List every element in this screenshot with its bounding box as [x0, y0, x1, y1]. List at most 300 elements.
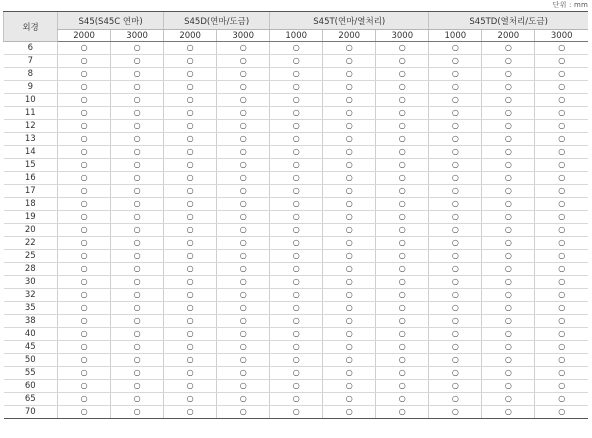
availability-cell	[217, 276, 270, 289]
availability-cell	[429, 354, 482, 367]
availability-cell	[482, 133, 535, 146]
availability-cell	[217, 94, 270, 107]
available-mark: ○	[239, 95, 247, 104]
availability-cell	[429, 133, 482, 146]
available-mark: ○	[239, 134, 247, 143]
available-mark: ○	[451, 407, 459, 416]
available-mark: ○	[398, 238, 406, 247]
available-mark: ○	[558, 225, 566, 234]
availability-cell	[164, 302, 217, 315]
availability-cell	[323, 159, 376, 172]
available-mark: ○	[451, 316, 459, 325]
availability-cell	[482, 55, 535, 68]
availability-cell	[217, 367, 270, 380]
available-mark: ○	[80, 251, 88, 260]
available-mark: ○	[239, 238, 247, 247]
availability-cell	[58, 354, 111, 367]
available-mark: ○	[80, 238, 88, 247]
availability-cell	[270, 81, 323, 94]
available-mark: ○	[186, 186, 194, 195]
available-mark: ○	[239, 394, 247, 403]
available-mark: ○	[398, 381, 406, 390]
diameter-cell: 17	[4, 185, 58, 198]
availability-cell	[323, 120, 376, 133]
available-mark: ○	[239, 316, 247, 325]
available-mark: ○	[398, 264, 406, 273]
availability-cell	[58, 276, 111, 289]
availability-cell	[164, 393, 217, 406]
available-mark: ○	[345, 277, 353, 286]
available-mark: ○	[239, 173, 247, 182]
available-mark: ○	[80, 368, 88, 377]
availability-cell	[535, 263, 588, 276]
availability-cell	[429, 380, 482, 393]
availability-cell	[323, 393, 376, 406]
availability-cell	[376, 81, 429, 94]
availability-cell	[429, 341, 482, 354]
availability-cell	[111, 341, 164, 354]
available-mark: ○	[292, 316, 300, 325]
available-mark: ○	[239, 43, 247, 52]
diameter-cell: 13	[4, 133, 58, 146]
available-mark: ○	[451, 264, 459, 273]
available-mark: ○	[451, 355, 459, 364]
availability-cell	[270, 354, 323, 367]
diameter-cell: 11	[4, 107, 58, 120]
availability-cell	[535, 120, 588, 133]
availability-cell	[164, 224, 217, 237]
availability-cell	[482, 94, 535, 107]
availability-cell	[482, 81, 535, 94]
availability-cell	[535, 94, 588, 107]
available-mark: ○	[133, 290, 141, 299]
available-mark: ○	[451, 251, 459, 260]
availability-cell	[376, 341, 429, 354]
availability-cell	[111, 42, 164, 55]
available-mark: ○	[345, 199, 353, 208]
availability-cell	[535, 367, 588, 380]
available-mark: ○	[345, 251, 353, 260]
table-row	[4, 159, 589, 172]
availability-cell	[217, 224, 270, 237]
available-mark: ○	[398, 290, 406, 299]
available-mark: ○	[504, 290, 512, 299]
availability-cell	[535, 172, 588, 185]
available-mark: ○	[504, 121, 512, 130]
availability-cell	[429, 120, 482, 133]
availability-cell	[58, 367, 111, 380]
available-mark: ○	[504, 394, 512, 403]
availability-cell	[111, 146, 164, 159]
availability-cell	[429, 315, 482, 328]
availability-cell	[482, 393, 535, 406]
availability-cell	[376, 55, 429, 68]
available-mark: ○	[345, 342, 353, 351]
availability-cell	[429, 250, 482, 263]
available-mark: ○	[398, 355, 406, 364]
availability-cell	[376, 250, 429, 263]
available-mark: ○	[558, 95, 566, 104]
available-mark: ○	[239, 251, 247, 260]
availability-cell	[164, 68, 217, 81]
availability-cell	[535, 289, 588, 302]
availability-cell	[429, 289, 482, 302]
availability-cell	[164, 42, 217, 55]
available-mark: ○	[345, 147, 353, 156]
available-mark: ○	[80, 342, 88, 351]
length-header: 2000	[58, 30, 111, 42]
table-row	[4, 328, 589, 341]
diameter-cell: 6	[4, 42, 58, 55]
available-mark: ○	[239, 329, 247, 338]
diameter-cell: 32	[4, 289, 58, 302]
diameter-cell: 28	[4, 263, 58, 276]
availability-cell	[376, 276, 429, 289]
diameter-cell: 12	[4, 120, 58, 133]
available-mark: ○	[186, 368, 194, 377]
availability-cell	[58, 263, 111, 276]
availability-cell	[270, 211, 323, 224]
available-mark: ○	[186, 355, 194, 364]
available-mark: ○	[558, 316, 566, 325]
availability-cell	[58, 406, 111, 419]
available-mark: ○	[80, 43, 88, 52]
diameter-cell: 7	[4, 55, 58, 68]
available-mark: ○	[239, 290, 247, 299]
availability-cell	[323, 211, 376, 224]
diameter-cell: 19	[4, 211, 58, 224]
availability-cell	[58, 42, 111, 55]
availability-cell	[376, 42, 429, 55]
availability-cell	[535, 42, 588, 55]
available-mark: ○	[239, 160, 247, 169]
available-mark: ○	[398, 160, 406, 169]
available-mark: ○	[345, 69, 353, 78]
availability-cell	[217, 237, 270, 250]
available-mark: ○	[133, 303, 141, 312]
availability-cell	[429, 367, 482, 380]
availability-cell	[270, 172, 323, 185]
group-header-s45td: S45TD(열처리/도금)	[429, 12, 588, 30]
available-mark: ○	[292, 43, 300, 52]
availability-cell	[323, 406, 376, 419]
available-mark: ○	[239, 355, 247, 364]
available-mark: ○	[239, 407, 247, 416]
availability-cell	[111, 55, 164, 68]
available-mark: ○	[558, 43, 566, 52]
availability-cell	[429, 94, 482, 107]
available-mark: ○	[133, 186, 141, 195]
available-mark: ○	[504, 95, 512, 104]
availability-cell	[217, 133, 270, 146]
table-row	[4, 250, 589, 263]
availability-cell	[111, 81, 164, 94]
available-mark: ○	[239, 56, 247, 65]
available-mark: ○	[292, 407, 300, 416]
availability-cell	[58, 237, 111, 250]
group-header-s45t: S45T(연마/열처리)	[270, 12, 429, 30]
available-mark: ○	[345, 368, 353, 377]
availability-cell	[429, 328, 482, 341]
available-mark: ○	[504, 160, 512, 169]
available-mark: ○	[186, 251, 194, 260]
availability-cell	[270, 224, 323, 237]
available-mark: ○	[398, 147, 406, 156]
available-mark: ○	[398, 134, 406, 143]
diameter-cell: 30	[4, 276, 58, 289]
availability-cell	[164, 367, 217, 380]
availability-cell	[111, 224, 164, 237]
availability-cell	[111, 120, 164, 133]
available-mark: ○	[504, 69, 512, 78]
availability-cell	[270, 68, 323, 81]
available-mark: ○	[186, 225, 194, 234]
availability-cell	[217, 146, 270, 159]
availability-cell	[429, 198, 482, 211]
availability-cell	[323, 42, 376, 55]
available-mark: ○	[186, 95, 194, 104]
diameter-cell: 15	[4, 159, 58, 172]
available-mark: ○	[451, 277, 459, 286]
diameter-cell: 22	[4, 237, 58, 250]
availability-cell	[535, 198, 588, 211]
availability-cell	[270, 289, 323, 302]
available-mark: ○	[345, 316, 353, 325]
availability-cell	[58, 393, 111, 406]
availability-cell	[164, 55, 217, 68]
available-mark: ○	[558, 121, 566, 130]
available-mark: ○	[80, 225, 88, 234]
diameter-cell: 50	[4, 354, 58, 367]
availability-cell	[58, 328, 111, 341]
available-mark: ○	[504, 173, 512, 182]
available-mark: ○	[133, 225, 141, 234]
availability-cell	[482, 146, 535, 159]
available-mark: ○	[558, 134, 566, 143]
table-body	[4, 42, 589, 419]
available-mark: ○	[292, 277, 300, 286]
availability-cell	[482, 263, 535, 276]
availability-cell	[482, 237, 535, 250]
available-mark: ○	[451, 121, 459, 130]
availability-cell	[270, 120, 323, 133]
available-mark: ○	[239, 82, 247, 91]
available-mark: ○	[558, 251, 566, 260]
available-mark: ○	[133, 316, 141, 325]
available-mark: ○	[292, 82, 300, 91]
available-mark: ○	[80, 329, 88, 338]
available-mark: ○	[398, 95, 406, 104]
availability-cell	[217, 198, 270, 211]
table-row	[4, 276, 589, 289]
available-mark: ○	[345, 355, 353, 364]
availability-cell	[270, 159, 323, 172]
availability-cell	[58, 120, 111, 133]
availability-cell	[482, 406, 535, 419]
available-mark: ○	[292, 108, 300, 117]
diameter-cell: 14	[4, 146, 58, 159]
availability-cell	[323, 328, 376, 341]
table-row	[4, 341, 589, 354]
availability-cell	[535, 159, 588, 172]
available-mark: ○	[186, 329, 194, 338]
available-mark: ○	[292, 342, 300, 351]
availability-cell	[429, 159, 482, 172]
availability-cell	[217, 263, 270, 276]
availability-cell	[323, 68, 376, 81]
availability-cell	[111, 302, 164, 315]
available-mark: ○	[398, 368, 406, 377]
available-mark: ○	[345, 238, 353, 247]
availability-cell	[323, 107, 376, 120]
available-mark: ○	[451, 82, 459, 91]
available-mark: ○	[345, 95, 353, 104]
availability-cell	[270, 94, 323, 107]
available-mark: ○	[80, 264, 88, 273]
availability-cell	[535, 224, 588, 237]
availability-cell	[164, 159, 217, 172]
availability-cell	[111, 328, 164, 341]
availability-cell	[164, 146, 217, 159]
length-header-row	[4, 30, 589, 42]
availability-cell	[323, 81, 376, 94]
available-mark: ○	[80, 355, 88, 364]
available-mark: ○	[186, 381, 194, 390]
available-mark: ○	[398, 199, 406, 208]
availability-cell	[323, 185, 376, 198]
available-mark: ○	[186, 108, 194, 117]
table-row	[4, 55, 589, 68]
available-mark: ○	[186, 264, 194, 273]
group-header-s45d: S45D(연마/도금)	[164, 12, 270, 30]
table-row	[4, 133, 589, 146]
available-mark: ○	[80, 212, 88, 221]
available-mark: ○	[239, 147, 247, 156]
available-mark: ○	[504, 355, 512, 364]
available-mark: ○	[133, 121, 141, 130]
availability-cell	[217, 55, 270, 68]
availability-cell	[270, 185, 323, 198]
available-mark: ○	[80, 381, 88, 390]
available-mark: ○	[558, 108, 566, 117]
availability-cell	[58, 185, 111, 198]
available-mark: ○	[558, 342, 566, 351]
available-mark: ○	[504, 264, 512, 273]
availability-cell	[429, 146, 482, 159]
table-row	[4, 42, 589, 55]
availability-cell	[535, 81, 588, 94]
availability-cell	[270, 146, 323, 159]
available-mark: ○	[451, 368, 459, 377]
diameter-header: 외경	[4, 12, 58, 42]
available-mark: ○	[292, 251, 300, 260]
available-mark: ○	[398, 121, 406, 130]
availability-cell	[270, 198, 323, 211]
availability-cell	[217, 159, 270, 172]
availability-cell	[217, 393, 270, 406]
availability-cell	[376, 289, 429, 302]
availability-cell	[58, 211, 111, 224]
availability-cell	[217, 211, 270, 224]
available-mark: ○	[345, 121, 353, 130]
available-mark: ○	[451, 134, 459, 143]
availability-cell	[376, 172, 429, 185]
availability-cell	[58, 159, 111, 172]
available-mark: ○	[239, 277, 247, 286]
availability-cell	[429, 393, 482, 406]
table-row	[4, 94, 589, 107]
availability-cell	[323, 380, 376, 393]
available-mark: ○	[504, 303, 512, 312]
available-mark: ○	[398, 407, 406, 416]
availability-cell	[429, 237, 482, 250]
availability-cell	[482, 367, 535, 380]
diameter-cell: 16	[4, 172, 58, 185]
available-mark: ○	[80, 199, 88, 208]
availability-cell	[482, 172, 535, 185]
table-row	[4, 68, 589, 81]
availability-cell	[482, 315, 535, 328]
availability-cell	[429, 55, 482, 68]
available-mark: ○	[186, 407, 194, 416]
availability-cell	[429, 81, 482, 94]
availability-cell	[429, 302, 482, 315]
available-mark: ○	[504, 407, 512, 416]
available-mark: ○	[398, 394, 406, 403]
availability-cell	[482, 341, 535, 354]
availability-cell	[111, 380, 164, 393]
availability-cell	[217, 185, 270, 198]
available-mark: ○	[345, 290, 353, 299]
available-mark: ○	[133, 342, 141, 351]
availability-cell	[482, 159, 535, 172]
available-mark: ○	[398, 69, 406, 78]
available-mark: ○	[345, 82, 353, 91]
available-mark: ○	[345, 56, 353, 65]
availability-cell	[323, 263, 376, 276]
availability-cell	[323, 94, 376, 107]
available-mark: ○	[345, 264, 353, 273]
available-mark: ○	[558, 329, 566, 338]
availability-cell	[376, 133, 429, 146]
availability-cell	[376, 185, 429, 198]
availability-cell	[429, 263, 482, 276]
availability-cell	[482, 289, 535, 302]
availability-cell	[58, 315, 111, 328]
availability-cell	[482, 198, 535, 211]
availability-cell	[323, 237, 376, 250]
available-mark: ○	[133, 381, 141, 390]
availability-cell	[482, 42, 535, 55]
availability-cell	[482, 211, 535, 224]
availability-cell	[217, 81, 270, 94]
available-mark: ○	[292, 394, 300, 403]
available-mark: ○	[558, 407, 566, 416]
availability-cell	[376, 315, 429, 328]
available-mark: ○	[504, 108, 512, 117]
diameter-cell: 65	[4, 393, 58, 406]
length-header: 2000	[482, 30, 535, 42]
availability-cell	[323, 315, 376, 328]
availability-cell	[535, 55, 588, 68]
available-mark: ○	[345, 394, 353, 403]
availability-cell	[482, 120, 535, 133]
availability-cell	[482, 354, 535, 367]
availability-cell	[376, 367, 429, 380]
available-mark: ○	[292, 238, 300, 247]
available-mark: ○	[133, 147, 141, 156]
availability-cell	[323, 146, 376, 159]
